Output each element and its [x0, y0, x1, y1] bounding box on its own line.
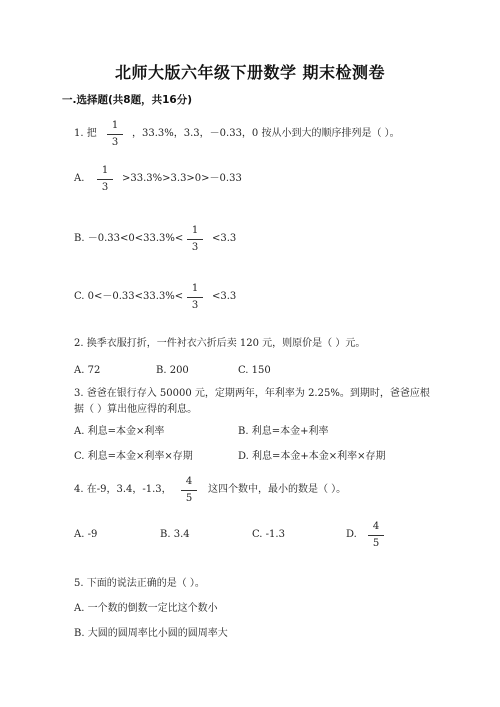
- q4-fraction: [181, 476, 197, 505]
- q2-stem: 2. 换季衣服打折，一件衬衣六折后卖 120 元，则原价是（ ）元。: [74, 338, 366, 349]
- q3-option-d: D. 利息=本金+本金×利率×存期: [238, 451, 386, 462]
- q1-option-b-fraction: [187, 225, 203, 254]
- q1-stem-prefix: 1. 把: [74, 128, 97, 139]
- q1-fraction: [107, 120, 123, 149]
- q4-option-d-numerator: 4: [368, 521, 384, 536]
- q1-option-a-text: >33.3%>3.3>0>－0.33: [122, 173, 242, 184]
- q1-option-c-fraction: [187, 283, 203, 312]
- q1-option-a-numerator: 1: [97, 165, 113, 180]
- q1-option-c-numerator: 1: [187, 283, 203, 298]
- q3-stem-line2: 据（ ）算出他应得的利息。: [74, 404, 198, 415]
- q4-fraction-denominator: 5: [185, 493, 193, 504]
- q1-option-c-text-before: C. 0<－0.33<33.3%<: [74, 291, 184, 302]
- q4-option-c: C. -1.3: [252, 529, 285, 540]
- q4-option-d-denominator: 5: [372, 538, 380, 549]
- q5-stem: 5. 下面的说法正确的是（ ）。: [74, 578, 205, 589]
- page-title: 北师大版六年级下册数学 期末检测卷: [114, 63, 386, 82]
- q1-option-a-fraction: [97, 165, 113, 194]
- q1-option-a-denominator: 3: [101, 182, 109, 193]
- q1-fraction-numerator: 1: [107, 120, 123, 135]
- q4-fraction-numerator: 4: [181, 476, 197, 491]
- q1-option-b-text-after: <3.3: [212, 233, 237, 244]
- q2-option-b: B. 200: [156, 365, 189, 376]
- q5-option-b: B. 大圆的圆周率比小圆的圆周率大: [74, 628, 228, 639]
- q4-option-d: D.: [346, 529, 357, 540]
- q1-fraction-denominator: 3: [111, 137, 119, 148]
- q1-option-b-numerator: 1: [187, 225, 203, 240]
- q2-option-c: C. 150: [238, 365, 271, 376]
- q4-option-a: A. -9: [74, 529, 98, 540]
- q3-option-b: B. 利息=本金+利率: [238, 426, 329, 437]
- q1-option-a-label: A.: [74, 173, 85, 184]
- section-header: 一.选择题(共8题，共16分): [62, 94, 193, 106]
- q4-stem-suffix: 这四个数中，最小的数是（ ）。: [208, 484, 347, 495]
- q3-option-c: C. 利息=本金×利率×存期: [74, 451, 193, 462]
- q4-option-d-fraction: [368, 521, 384, 550]
- q3-stem-line1: 3. 爸爸在银行存入 50000 元，定期两年，年利率为 2.25%。到期时，爸爸应根: [74, 388, 430, 399]
- q1-option-b-denominator: 3: [191, 242, 199, 253]
- q5-option-a: A. 一个数的倒数一定比这个数小: [74, 603, 218, 614]
- q3-option-a: A. 利息=本金×利率: [74, 426, 165, 437]
- q4-option-b: B. 3.4: [160, 529, 190, 540]
- q1-stem-suffix: ，33.3%，3.3，－0.33，0 按从小到大的顺序排列是（ ）。: [132, 128, 400, 139]
- q4-stem-prefix: 4. 在-9，3.4，-1.3，: [74, 484, 172, 495]
- q1-option-c-text-after: <3.3: [212, 291, 237, 302]
- q2-option-a: A. 72: [74, 365, 101, 376]
- q1-option-b-text-before: B. －0.33<0<33.3%<: [74, 233, 184, 244]
- q1-option-c-denominator: 3: [191, 300, 199, 311]
